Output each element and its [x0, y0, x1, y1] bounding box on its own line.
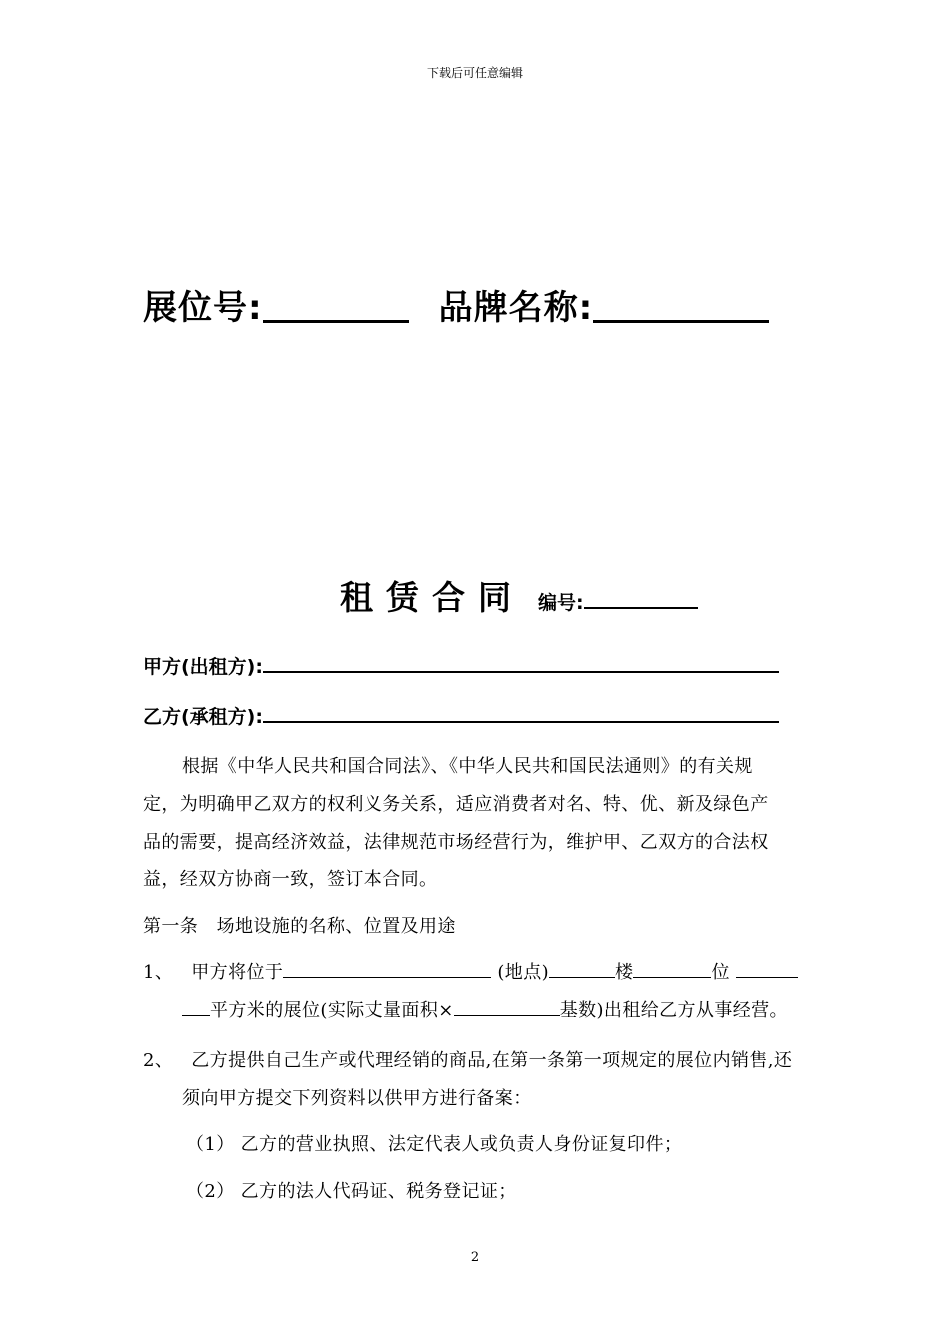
- booth-brand-line: [143, 280, 769, 329]
- party-b-line: [143, 702, 779, 729]
- party-b-blank: [263, 703, 779, 723]
- location-blank: [283, 961, 491, 978]
- item-1-line-2: [182, 996, 788, 1022]
- sub-item-text: 乙方的营业执照、法定代表人或负责人身份证复印件；: [240, 1134, 683, 1155]
- party-a-blank: [263, 653, 779, 673]
- item-2-line-2: 须向甲方提交下列资料以供甲方进行备案：: [182, 1088, 532, 1109]
- sub-item-number: （2）: [186, 1181, 235, 1202]
- item-1-line-1: [143, 958, 798, 984]
- party-a-label: 甲方(出租方):: [143, 656, 263, 678]
- contract-number-blank: [584, 589, 698, 609]
- base-blank: [454, 999, 560, 1016]
- item-1-text-f: 基数)出租给乙方从事经营。: [559, 1000, 788, 1021]
- item-1-text-c: 楼: [615, 962, 634, 983]
- sub-item-text: 乙方的法人代码证、税务登记证；: [240, 1181, 517, 1202]
- brand-name-label: 品牌名称:: [438, 288, 594, 328]
- item-2-line-1: [143, 1046, 792, 1072]
- booth-number-blank: [263, 288, 409, 323]
- sub-item-number: （1）: [186, 1134, 235, 1155]
- contract-number-label: 编号:: [538, 592, 584, 614]
- party-b-label: 乙方(承租方):: [143, 706, 263, 728]
- party-a-line: [143, 652, 779, 679]
- item-1-text-e: 平方米的展位(实际丈量面积×: [210, 1000, 454, 1021]
- contract-title-line: [340, 572, 698, 619]
- sub-item-1: [186, 1130, 682, 1156]
- intro-line: 益，经双方协商一致，签订本合同。: [143, 869, 438, 890]
- item-1-number: 1、: [143, 962, 174, 983]
- brand-name-blank: [593, 288, 769, 323]
- page-number: 2: [470, 1250, 480, 1265]
- item-1-text-d: 位: [711, 962, 736, 983]
- area-blank-cont: [182, 999, 210, 1016]
- booth-number-label: 展位号:: [143, 288, 263, 328]
- intro-line: 定，为明确甲乙双方的权利义务关系，适应消费者对名、特、优、新及绿色产: [143, 794, 769, 815]
- item-1-text-b: (地点): [491, 962, 550, 983]
- header-note: 下载后可任意编辑: [426, 66, 523, 80]
- item-2-text: 乙方提供自己生产或代理经销的商品,在第一条第一项规定的展位内销售,还: [191, 1050, 793, 1071]
- area-blank: [736, 961, 798, 978]
- sub-item-2: [186, 1177, 517, 1203]
- position-blank: [633, 961, 711, 978]
- intro-line: 根据《中华人民共和国合同法》、《中华人民共和国民法通则》的有关规: [182, 756, 753, 777]
- article-1-heading: 第一条 场地设施的名称、位置及用途: [143, 916, 456, 937]
- floor-blank: [549, 961, 615, 978]
- item-2-number: 2、: [143, 1050, 174, 1071]
- item-1-text-a: 甲方将位于: [191, 962, 284, 983]
- contract-title: 租赁合同: [340, 578, 524, 617]
- intro-line: 品的需要，提高经济效益，法律规范市场经营行为，维护甲、乙双方的合法权: [143, 832, 769, 853]
